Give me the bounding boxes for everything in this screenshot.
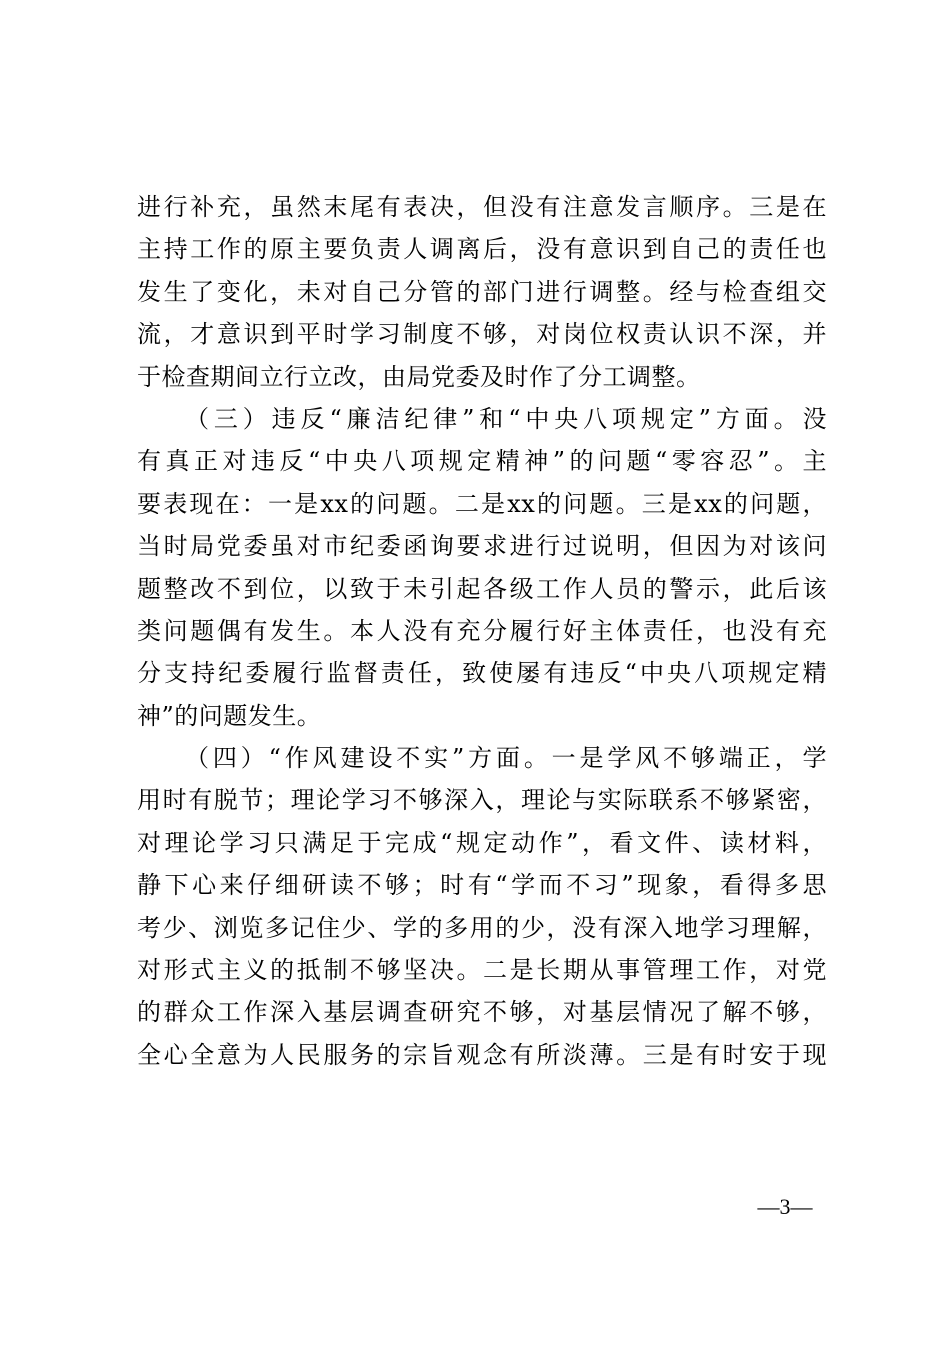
text-line: 神”的问题发生。: [137, 701, 322, 730]
text-line: 考少、浏览多记住少、学的多用的少，没有深入地学习理解，: [137, 913, 827, 942]
text-line: 流，才意识到平时学习制度不够，对岗位权责认识不深，并: [137, 320, 827, 349]
text-line: 于检查期间立行立改，由局党委及时作了分工调整。: [137, 362, 701, 391]
text-line: 发生了变化，未对自己分管的部门进行调整。经与检查组交: [137, 277, 827, 306]
text-line: 分支持纪委履行监督责任，致使屡有违反“中央八项规定精: [137, 659, 827, 688]
page-number: —3—: [757, 1194, 813, 1219]
text-line: 对理论学习只满足于完成“规定动作”，看文件、读材料，: [137, 828, 827, 857]
text-line: 进行补充，虽然末尾有表决，但没有注意发言顺序。三是在: [137, 193, 827, 221]
document-body: [137, 186, 827, 1076]
text-line: 题整改不到位，以致于未引起各级工作人员的警示，此后该: [137, 574, 827, 603]
text-line: 用时有脱节；理论学习不够深入，理论与实际联系不够紧密，: [137, 786, 827, 815]
text-line: 静下心来仔细研读不够；时有“学而不习”现象，看得多思: [137, 871, 827, 900]
text-line: 要表现在：一是xx的问题。二是xx的问题。三是xx的问题，: [137, 489, 827, 518]
section-three-heading-line: （三）违反“廉洁纪律”和“中央八项规定”方面。没: [185, 404, 827, 433]
text-line: 类问题偶有发生。本人没有充分履行好主体责任，也没有充: [137, 616, 827, 645]
text-line: 对形式主义的抵制不够坚决。二是长期从事管理工作，对党: [137, 956, 827, 985]
text-line: 全心全意为人民服务的宗旨观念有所淡薄。三是有时安于现: [137, 1040, 827, 1069]
text-line: 有真正对违反“中央八项规定精神”的问题“零容忍”。主: [137, 447, 827, 476]
text-line: 主持工作的原主要负责人调离后，没有意识到自己的责任也: [137, 235, 827, 264]
text-line: 当时局党委虽对市纪委函询要求进行过说明，但因为对该问: [137, 532, 827, 561]
section-four-heading-line: （四）“作风建设不实”方面。一是学风不够端正，学: [185, 744, 827, 773]
text-line: 的群众工作深入基层调查研究不够，对基层情况了解不够，: [137, 998, 827, 1027]
